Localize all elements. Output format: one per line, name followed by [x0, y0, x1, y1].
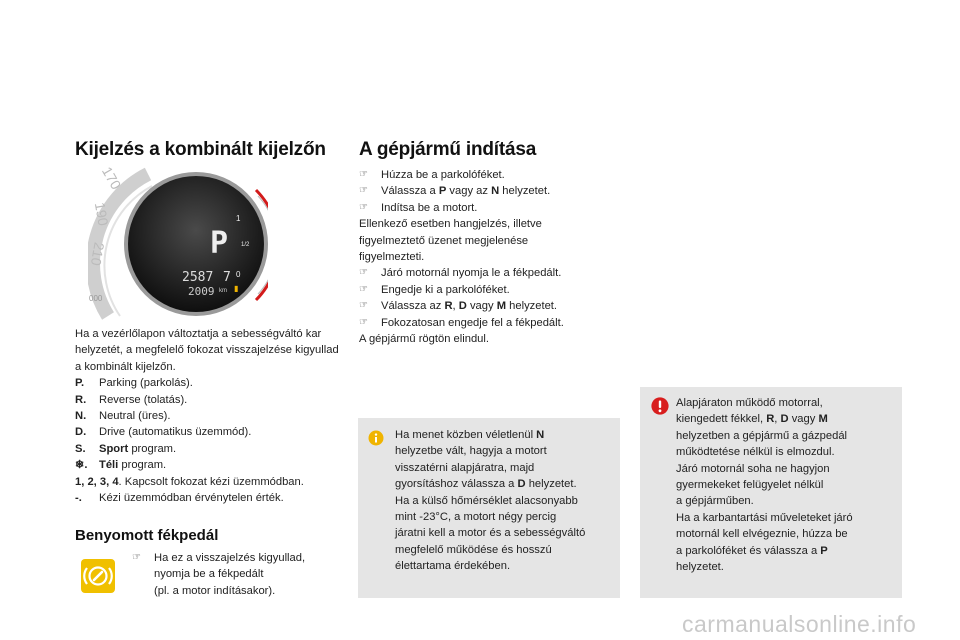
warning-line: a parkolóféket és válassza a P	[676, 544, 828, 557]
step-2: ☞ Válassza a P vagy az N helyzetet.	[359, 183, 629, 199]
warning-line: Ha a karbantartási műveleteket járó	[676, 511, 853, 524]
bullet-icon: ☞	[132, 552, 141, 563]
step-3: ☞ Indítsa be a motort.	[359, 200, 629, 216]
brake-line: (pl. a motor indításakor).	[154, 584, 276, 597]
info-line: megfelelő működése és hosszú	[395, 543, 552, 556]
warning-box	[640, 387, 902, 598]
mode-text: Kézi üzemmódban érvénytelen érték.	[99, 492, 284, 505]
mode-key: N.	[75, 410, 87, 423]
intro-paragraph: Ha a vezérlőlapon változtatja a sebességváltó kar helyzetét, a megfelelő fokozat visszajelzése kigyullad a kombinált kijelzőn.	[75, 328, 339, 373]
step-1: ☞ Húzza be a parkolóféket.	[359, 167, 629, 183]
info-line: Ha a külső hőmérséklet alacsonyabb	[395, 494, 578, 507]
fuel-icon: ▮	[234, 284, 239, 293]
mode-text: Parking (parkolás).	[99, 377, 193, 390]
mode-row-n	[75, 408, 347, 424]
mode-row-d	[75, 424, 347, 440]
instrument-cluster-illustration	[87, 163, 268, 322]
warning-line: a gépjárműben.	[676, 495, 754, 508]
bullet-icon: ☞	[359, 201, 368, 213]
watermark: carmanualsonline.info	[682, 611, 917, 637]
mode-key: S.	[75, 442, 86, 455]
mode-text: Neutral (üres).	[99, 410, 171, 423]
mode-row-s	[75, 441, 347, 457]
mode-key: -.	[75, 492, 82, 505]
info-text	[395, 427, 615, 575]
mode-key: 1, 2, 3, 4	[75, 475, 119, 488]
info-line: járatni kell a motor és a sebességváltó	[395, 527, 586, 540]
step-5: ☞ Engedje ki a parkolóféket.	[359, 282, 629, 298]
info-box	[358, 418, 620, 598]
warning-icon	[651, 397, 669, 415]
warning-line: motornál kell elvégeznie, húzza be	[676, 528, 848, 541]
left-section-title: Kijelzés a kombinált kijelzőn	[75, 139, 326, 160]
mode-row-manual	[75, 474, 347, 490]
brake-text	[132, 550, 342, 599]
mode-row-r	[75, 392, 347, 408]
bullet-icon: ☞	[359, 283, 368, 295]
bullet-icon: ☞	[359, 169, 368, 180]
mode-row-snow	[75, 457, 347, 473]
warning-line: kiengedett fékkel, R, D vagy M	[676, 413, 828, 426]
warning-line: helyzetet.	[676, 561, 724, 574]
warning-line: Járó motornál soha ne hagyjon	[676, 462, 830, 475]
mode-row-invalid	[75, 490, 347, 506]
mode-bold: Sport	[99, 442, 129, 455]
mode-text: Reverse (tolatás).	[99, 393, 188, 406]
fuel-gauge-half: 1/2	[241, 242, 250, 248]
brake-icon-svg	[81, 559, 115, 593]
step-4: ☞ Járó motornál nyomja le a fékpedált.	[359, 265, 629, 281]
mode-text: . Kapcsolt fokozat kézi üzemmódban.	[118, 475, 304, 488]
info-line: Ha menet közben véletlenül N	[395, 429, 545, 441]
info-line: élettartama érdekében.	[395, 560, 511, 573]
info-line: mint -23°C, a motort négy percig	[395, 511, 557, 524]
dial-label-000: 000	[89, 294, 103, 303]
mode-text: program.	[118, 459, 167, 472]
trip-unit: km	[219, 288, 227, 294]
dial-label-170: 170	[98, 163, 125, 193]
info-line: helyzetbe vált, hagyja a motort	[395, 445, 547, 458]
fuel-gauge-full: 1	[236, 214, 241, 223]
bullet-icon: ☞	[359, 185, 368, 197]
mode-key: P.	[75, 377, 85, 390]
snowflake-icon: ❄.	[75, 459, 88, 472]
bullet-icon: ☞	[359, 300, 368, 312]
warning-line: helyzetben a gépjármű a gázpedál	[676, 429, 848, 442]
dial-label-190: 190	[91, 201, 112, 227]
brake-pedal-warning-icon	[81, 559, 115, 593]
bullet-icon: ☞	[359, 316, 368, 328]
mode-key: D.	[75, 426, 87, 439]
mode-text: Drive (automatikus üzemmód).	[99, 426, 252, 439]
brake-line: nyomja be a fékpedált	[154, 568, 264, 581]
start-procedure	[359, 167, 629, 347]
odometer-decimal: 7	[223, 270, 231, 285]
mode-bold: Téli	[99, 459, 119, 472]
trip-meter: 2009	[188, 285, 215, 298]
info-line: gyorsításhoz válassza a D helyzetet.	[395, 478, 577, 491]
mode-row-p	[75, 375, 347, 391]
bullet-icon: ☞	[359, 267, 368, 279]
fuel-gauge-empty: 0	[236, 270, 241, 279]
else-paragraph: Ellenkező esetben hangjelzés, illetve figyelmeztető üzenet megjelenése figyelmezteti.	[359, 218, 542, 264]
step-6: ☞ Válassza az R, D vagy M helyzetet.	[359, 298, 629, 314]
warning-line: Alapjáraton működő motorral,	[676, 397, 823, 409]
odometer: 2587	[182, 270, 214, 285]
step-7: ☞ Fokozatosan engedje fel a fékpedált.	[359, 315, 629, 331]
warning-text	[676, 395, 898, 575]
result-paragraph: A gépjármű rögtön elindul.	[359, 333, 489, 346]
mode-text: program.	[128, 442, 177, 455]
gear-indicator-text	[75, 326, 347, 506]
warning-line: gyermekeket felügyelet nélkül	[676, 479, 824, 492]
info-line: visszatérni alapjáratra, majd	[395, 461, 535, 474]
info-icon	[368, 430, 384, 446]
brake-line: Ha ez a visszajelzés kigyullad,	[154, 552, 306, 564]
mode-key: R.	[75, 393, 87, 406]
gear-indicator: P	[210, 226, 229, 261]
dial-label-210: 210	[87, 241, 108, 267]
brake-section-title: Benyomott fékpedál	[75, 527, 219, 544]
warning-line: működtetése nélkül is elmozdul.	[676, 446, 835, 459]
right-section-title: A gépjármű indítása	[359, 139, 537, 160]
